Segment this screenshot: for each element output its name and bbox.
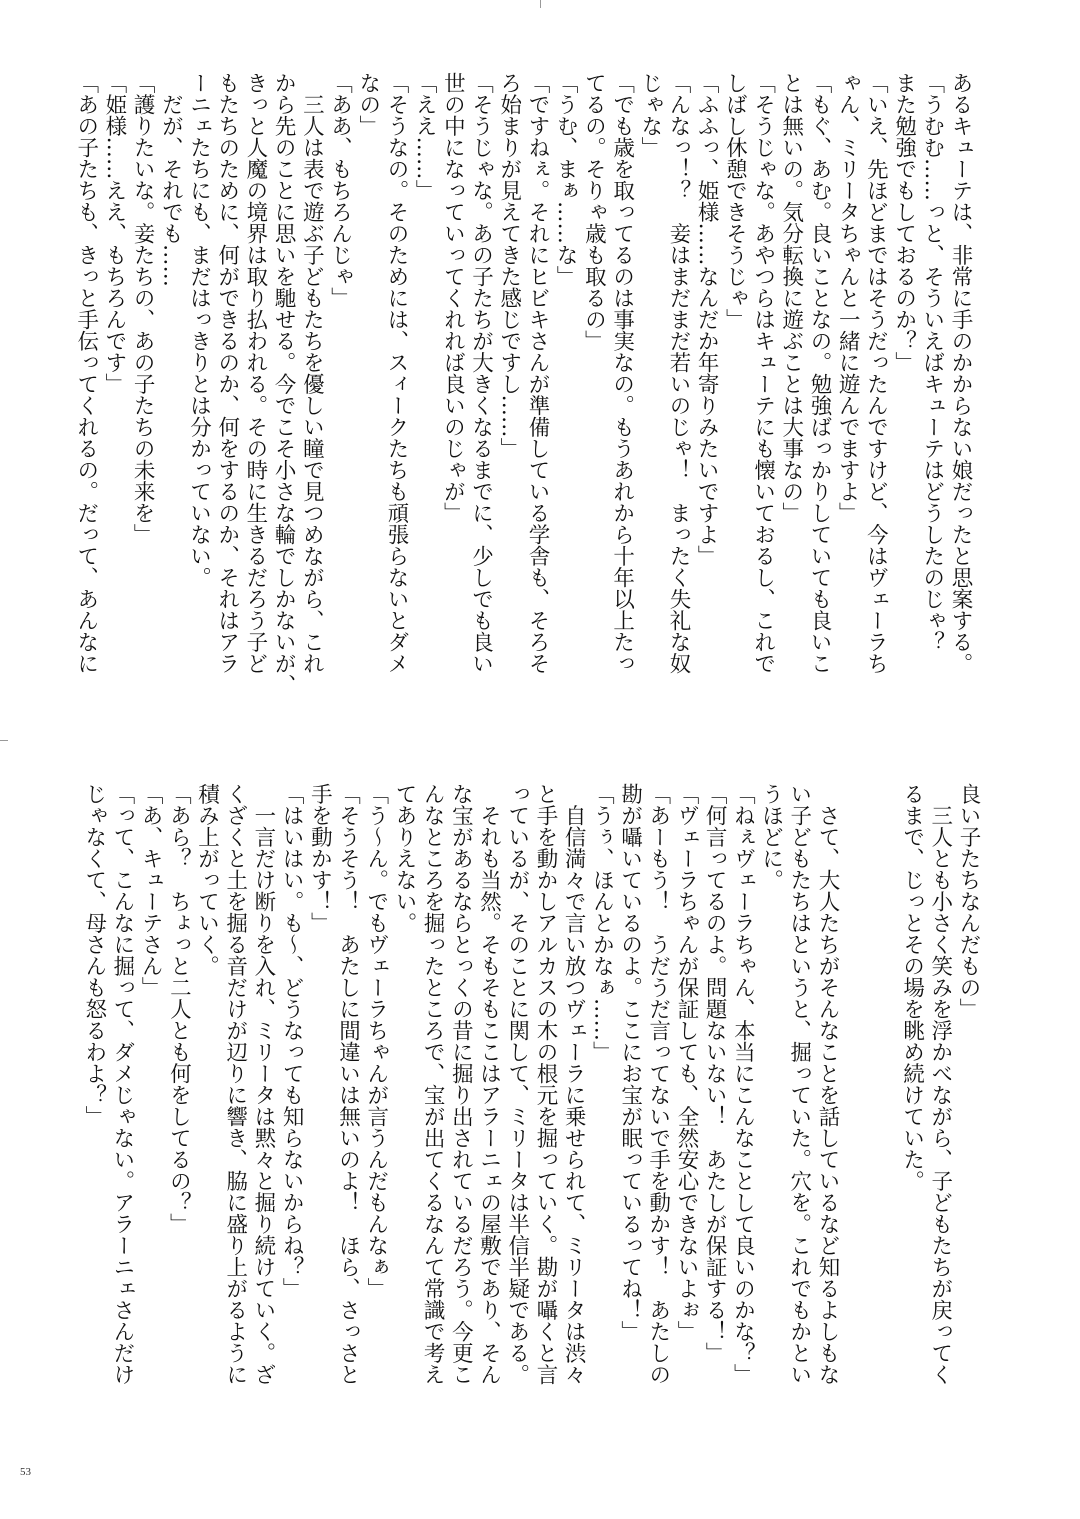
text-line: っているが、そのことに関して、ミリータは半信半疑である。 [504,783,530,1385]
text-line: から先のことに思いを馳せる。今でこそ小さな輪でしかないが、 [271,72,297,696]
text-line: 勘が囁いているのよ。ここにお宝が眠っているってね！」 [617,783,643,1342]
text-line [869,783,897,1423]
text-line: 積み上がっていく。 [194,783,220,977]
text-line: んなところを掘ったところで、宝が出てくるなんて常識で考え [420,783,446,1385]
text-line: 「うぅ、ほんとかなぁ……」 [589,783,615,1063]
text-line: くざくと土を掘る音だけが辺りに響き、脇に盛り上がるように [222,783,248,1385]
text-line: 「もぐ、あむ。良いことなの。勉強ばっかりしていても良いこ [806,72,832,674]
text-line: しばし休憩できそうじゃ」 [722,72,748,330]
text-line: なの」 [355,72,381,137]
text-line: 「あーもう！ うだうだ言ってないで手を動かす！ あたしの [645,783,671,1385]
text-line: るまで、じっとその場を眺め続けていた。 [899,783,925,1192]
text-line: 「何言ってるのよ。問題ないない！ あたしが保証する！」 [702,783,728,1364]
text-line: さて、大人たちがそんなことを話しているなど知るよしもな [814,783,840,1385]
text-line: 「ええ……」 [412,72,438,201]
text-line: 「ねぇヴェーラちゃん、本当にこんなことして良いのかな？」 [730,783,756,1385]
text-line: な宝があるならとっくの昔に掘り出されているだろう。今更こ [448,783,474,1385]
text-line: てありえない。 [391,783,417,934]
text-line: 「いえ、先ほどまではそうだったんですけど、今はヴェーラち [863,72,889,674]
text-line: 「そうじゃな。あの子たちが大きくなるまでに、少しでも良い [468,72,494,674]
text-line: 「って、こんなに掘って、ダメじゃない。アラーニェさんだけ [109,783,135,1385]
text-line: 「ああ、もちろんじゃ」 [327,72,353,309]
text-line: じゃな」 [637,72,663,158]
text-line: 「あ、キューテさん」 [138,783,164,998]
text-line: じゃなくて、母さんも怒るわよ？」 [81,783,107,1127]
text-line: ゃん、ミリータちゃんと一緒に遊んでますよ」 [835,72,861,524]
text-line: 良い子たちなんだもの」 [956,783,981,1020]
text-line: きっと人魔の境界は取り払われる。その時に生きるだろう子ど [242,72,268,674]
text-line: 「あの子たちも、きっと手伝ってくれるの。だって、あんなに [73,72,99,674]
crop-mark-left [0,740,8,741]
text-line: 「ですねぇ。それにヒビキさんが準備している学舎も、そろそ [524,72,550,674]
text-line: 一言だけ断りを入れ、ミリータは黙々と掘り続けていく。ざ [250,783,276,1385]
text-line: 「はいはい。も～、どうなっても知らないからね？」 [279,783,305,1299]
lower-text-block [80,783,983,1423]
text-line: 「ヴェーラちゃんが保証しても、全然安心できないよぉ」 [673,783,699,1342]
text-line: とは無いの。気分転換に遊ぶことは大事なの」 [778,72,804,524]
text-line: 三人とも小さく笑みを浮かべながら、子どもたちが戻ってく [927,783,953,1385]
text-line [841,783,869,1423]
text-line: あるキューテは、非常に手のかからない娘だったと思案する。 [948,72,973,674]
text-line: 「護りたいな。妾たちの、あの子たちの未来を」 [130,72,156,545]
crop-mark-top [540,0,541,8]
text-line: 「姫様……ええ、もちろんです」 [101,72,127,395]
text-line: 「そうなの。そのためには、スィークたちも頑張らないとダメ [383,72,409,674]
text-line: 「ふふっ、姫様……なんだか年寄りみたいですよ」 [694,72,720,567]
text-line: 手を動かす！」 [307,783,333,934]
text-line: ーニェたちにも、まだはっきりとは分かっていない。 [186,72,212,588]
text-line: ろ始まりが見えてきた感じですし……」 [496,72,522,459]
text-line: それも当然。そもそもここはアラーニェの屋敷であり、そん [476,783,502,1385]
text-line: 三人は表で遊ぶ子どもたちを優しい瞳で見つめながら、これ [299,72,325,674]
text-line: 自信満々で言い放つヴェーラに乗せられて、ミリータは渋々 [561,783,587,1385]
text-line: てるの。そりゃ歳も取るの」 [581,72,607,352]
text-line: い子どもたちはというと、掘っていた。穴を。これでもかとい [786,783,812,1385]
text-line: と手を動かしアルカスの木の根元を掘っていく。勘が囁くと言 [532,783,558,1385]
text-line: 世の中になっていってくれれば良いのじゃが」 [440,72,466,524]
text-line: 「そうそう！ あたしに間違いは無いのよ！ ほら、さっさと [335,783,361,1385]
text-line: もたちのために、何ができるのか、何をするのか、それはアラ [214,72,240,674]
text-line: 「でも歳を取ってるのは事実なの。もうあれから十年以上たっ [609,72,635,674]
text-line: 「うむ、まぁ……な」 [553,72,579,287]
upper-text-block [72,72,975,712]
text-line: だが、それでも…… [158,72,184,287]
text-line: 「んなっ！？ 妾はまだまだ若いのじゃ！ まったく失礼な奴 [665,72,691,674]
text-line: また勉強でもしておるのか？」 [891,72,917,373]
text-line: 「う～ん。でもヴェーラちゃんが言うんだもんなぁ」 [363,783,389,1299]
text-line: 「そうじゃな。あやつらはキューテにも懐いておるし、これで [750,72,776,674]
text-line: うほどに。 [758,783,784,891]
text-line: 「うむむ……っと、そういえばキューテはどうしたのじゃ？ [919,72,945,653]
page-number: 53 [20,1466,31,1478]
text-line: 「あら？ ちょっと二人とも何をしてるの？」 [166,783,192,1235]
